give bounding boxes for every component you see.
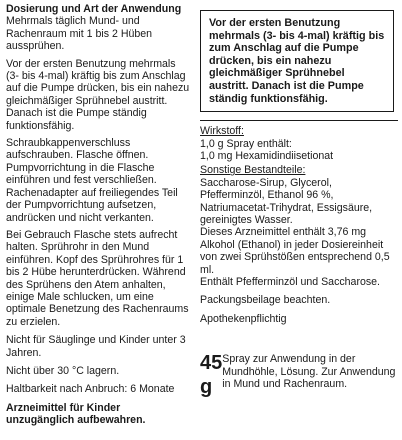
contains-note: Enthält Pfefferminzöl und Saccharose. (200, 276, 381, 289)
active-ingredient-line: 1,0 g Spray enthält: (200, 137, 292, 150)
pharmacy-only-note: Apothekenpflichtig (200, 312, 287, 325)
quantity-block (200, 351, 398, 399)
age-warning: Nicht für Säuglinge und Kinder unter 3 Jahren. (6, 334, 186, 359)
other-ingredients-label: Sonstige Bestandteile: (200, 164, 306, 177)
assembly-paragraph: Schraubkappenverschluss aufschrauben. Flasche öffnen. Pumpvorrichtung in die Flasche einführen und fest verschließen. Rachenadapter auf freiliegendes Teil der Pumpvorrichtung aufsetzen, andrücken und nicht verkanten. (6, 137, 178, 224)
dosage-column (6, 0, 190, 427)
first-use-paragraph: Vor der ersten Benutzung mehrmals (3- bis 4-mal) kräftig bis zum Anschlag auf die Pumpe drücken, bis ein nahezu gleichmäßiger Sprühnebel austritt. Danach ist die Pumpe ständig funktionsfähig. (6, 57, 190, 132)
ingredients-column (200, 0, 398, 399)
first-use-notice-box: Vor der ersten Benutzung mehrmals (3- bis 4-mal) kräftig bis zum Anschlag auf die Pumpe drücken, bis ein nahezu gleichmäßiger Sprühnebel austritt. Danach ist die Pumpe ständig funktionsfähig. (200, 10, 394, 112)
dosage-paragraph: Mehrmals täglich Mund- und Rachenraum mit 1 bis 2 Hüben aussprühen. (6, 15, 153, 53)
divider (200, 120, 398, 121)
active-ingredient-label: Wirkstoff: (200, 125, 244, 138)
storage-note: Nicht über 30 °C lagern. (6, 364, 120, 377)
dosage-heading: Dosierung und Art der Anwendung (6, 3, 182, 15)
active-ingredient-line: 1,0 mg Hexamidindiisetionat (200, 149, 334, 162)
product-form-text: Spray zur Anwendung in der Mundhöhle, Lösung. Zur Anwendung in Mund und Rachenraum. (222, 353, 396, 391)
alcohol-note: Dieses Arzneimittel enthält 3,76 mg Alkohol (Ethanol) in jeder Dosiereinheit von zwei Sprühstößen entsprechend 0,5 ml. (200, 226, 390, 276)
usage-paragraph: Bei Gebrauch Flasche stets aufrecht halten. Sprührohr in den Mund einführen. Kopf des Sprührohres für 1 bis 2 Hübe herunterdrücken. Während des Sprühens den Atem anhalten, einige Male schlucken, um eine optimale Benetzung des Rachenraums zu erzielen. (6, 228, 189, 328)
leaflet-note: Packungsbeilage beachten. (200, 294, 331, 307)
child-safety-warning: Arzneimittel für Kinder unzugänglich aufbewahren. (6, 401, 146, 427)
net-quantity: 45 g (200, 352, 223, 399)
shelf-life-note: Haltbarkeit nach Anbruch: 6 Monate (6, 383, 175, 396)
other-ingredients-text: Saccharose-Sirup, Glycerol, Pfefferminzöl, Ethanol 96 %, Natriumacetat-Trihydrat, Essigsäure, gereinigtes Wasser. (200, 176, 373, 226)
